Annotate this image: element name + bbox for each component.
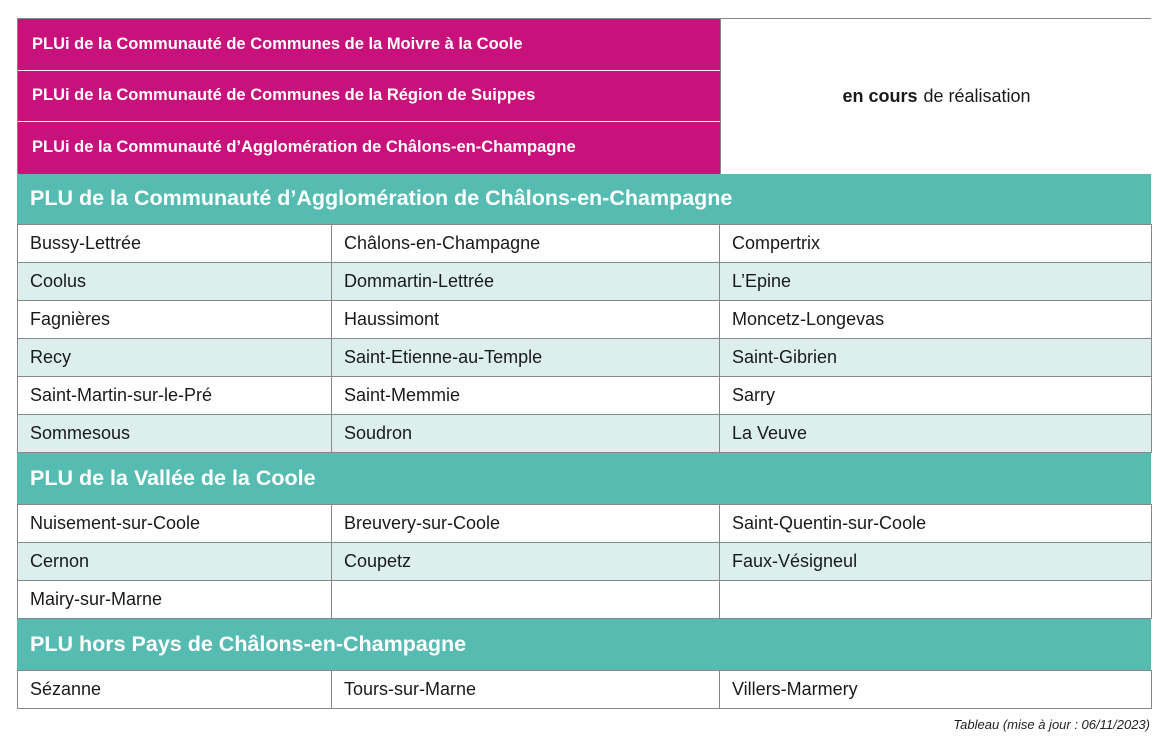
commune-cell: Breuvery-sur-Coole [332,505,720,543]
commune-cell: Saint-Quentin-sur-Coole [720,505,1152,543]
commune-cell: Sarry [720,377,1152,415]
commune-cell: Sommesous [18,415,332,453]
commune-cell: Saint-Martin-sur-le-Pré [18,377,332,415]
table-row [18,505,1152,543]
table-row [18,671,1152,709]
commune-cell [720,581,1152,619]
commune-cell: Coolus [18,263,332,301]
table-row [18,377,1152,415]
plu-sections [17,173,1151,709]
table-row [18,543,1152,581]
commune-cell: Nuisement-sur-Coole [18,505,332,543]
commune-cell: Châlons-en-Champagne [332,225,720,263]
commune-cell: Cernon [18,543,332,581]
commune-cell: Compertrix [720,225,1152,263]
footnote: Tableau (mise à jour : 06/11/2023) [953,717,1150,732]
table-row [18,301,1152,339]
section-header: PLU hors Pays de Châlons-en-Champagne [17,619,1151,670]
commune-cell: Tours-sur-Marne [332,671,720,709]
commune-cell: Dommartin-Lettrée [332,263,720,301]
status-bold: en cours [842,85,918,106]
commune-cell: Haussimont [332,301,720,339]
table-row [18,225,1152,263]
commune-cell: L’Epine [720,263,1152,301]
commune-cell: Coupetz [332,543,720,581]
commune-cell: Soudron [332,415,720,453]
commune-cell: Saint-Gibrien [720,339,1152,377]
commune-cell: Mairy-sur-Marne [18,581,332,619]
section-header: PLU de la Vallée de la Coole [17,453,1151,504]
commune-cell: Villers-Marmery [720,671,1152,709]
commune-cell: La Veuve [720,415,1152,453]
commune-cell: Saint-Etienne-au-Temple [332,339,720,377]
commune-cell: Sézanne [18,671,332,709]
commune-cell: Bussy-Lettrée [18,225,332,263]
table-row [18,415,1152,453]
plui-row: PLUi de la Communauté d’Agglomération de Châlons-en-Champagne [18,122,720,174]
section-header: PLU de la Communauté d’Agglomération de Châlons-en-Champagne [17,173,1151,224]
table-row [18,339,1152,377]
commune-table [17,670,1152,709]
commune-cell [332,581,720,619]
plui-list [18,19,720,174]
commune-cell: Faux-Vésigneul [720,543,1152,581]
plui-status [720,19,1152,174]
table-row [18,263,1152,301]
commune-cell: Saint-Memmie [332,377,720,415]
plui-block [17,18,1151,173]
commune-table [17,224,1152,453]
table-row [18,581,1152,619]
commune-cell: Fagnières [18,301,332,339]
commune-table [17,504,1152,619]
commune-cell: Recy [18,339,332,377]
plui-row: PLUi de la Communauté de Communes de la Région de Suippes [18,71,720,123]
plui-row: PLUi de la Communauté de Communes de la Moivre à la Coole [18,19,720,71]
plu-table [17,18,1151,709]
status-rest: de réalisation [923,85,1031,106]
commune-cell: Moncetz-Longevas [720,301,1152,339]
